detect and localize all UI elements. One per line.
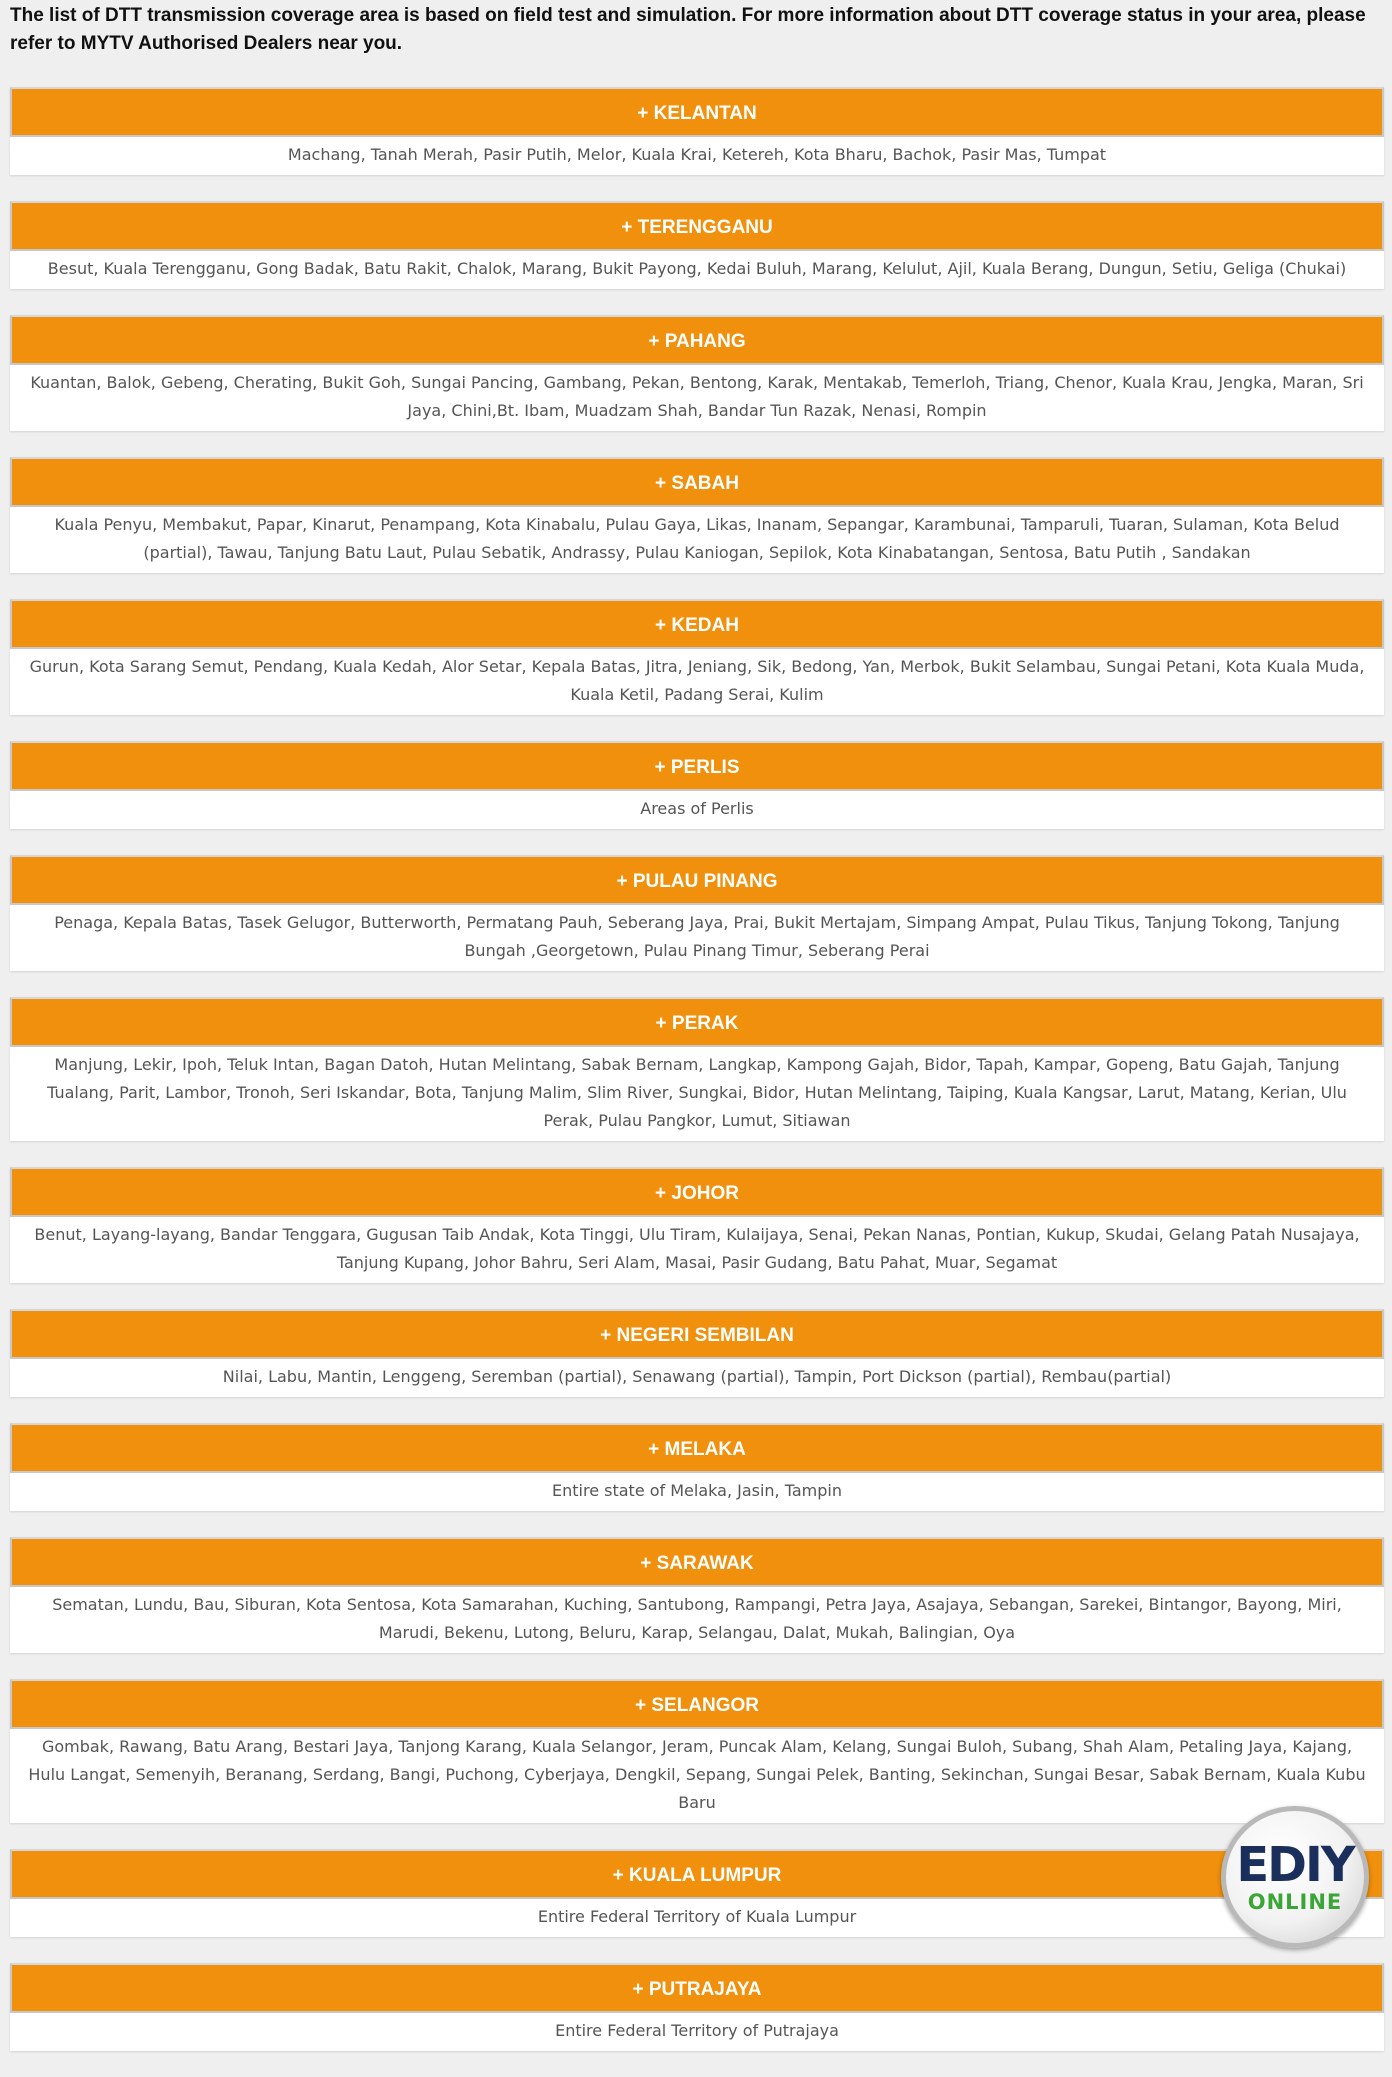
region-panel-kuala-lumpur bbox=[10, 1849, 1384, 1937]
region-header-pahang[interactable]: + PAHANG bbox=[10, 315, 1384, 365]
region-areas-kelantan: Machang, Tanah Merah, Pasir Putih, Melor, Kuala Krai, Ketereh, Kota Bharu, Bachok, Pasir Mas, Tumpat bbox=[287, 145, 1107, 164]
region-header-pulau-pinang[interactable]: + PULAU PINANG bbox=[10, 855, 1384, 905]
region-header-melaka[interactable]: + MELAKA bbox=[10, 1423, 1384, 1473]
region-header-terengganu[interactable]: + TERENGGANU bbox=[10, 201, 1384, 251]
region-header-kuala-lumpur[interactable]: + KUALA LUMPUR bbox=[10, 1849, 1384, 1899]
logo-sub-text: ONLINE bbox=[1247, 1890, 1343, 1914]
region-areas-negeri-sembilan: Nilai, Labu, Mantin, Lenggeng, Seremban (partial), Senawang (partial), Tampin, Port Dickson (partial), Rembau(partial) bbox=[222, 1367, 1172, 1386]
region-areas-selangor: Gombak, Rawang, Batu Arang, Bestari Jaya, Tanjong Karang, Kuala Selangor, Jeram, Puncak Alam, Kelang, Sungai Buloh, Subang, Shah Alam, Petaling Jaya, Kajang, Hulu Langat, Semenyih, Beranang, Serdang, Bangi, Puchong, Cyberjaya, Dengkil, Sepang, Sungai Pelek, Banting, Sekinchan, Sungai Besar, Sabak Bernam, Kuala Kubu Baru bbox=[28, 1737, 1366, 1812]
region-panel-kedah bbox=[10, 599, 1384, 715]
region-panel-sarawak bbox=[10, 1537, 1384, 1653]
region-areas-sabah: Kuala Penyu, Membakut, Papar, Kinarut, Penampang, Kota Kinabalu, Pulau Gaya, Likas, Inanam, Sepangar, Karambunai, Tamparuli, Tuaran, Sulaman, Kota Belud (partial), Tawau, Tanjung Batu Laut, Pulau Sebatik, Andrassy, Pulau Kaniogan, Sepilok, Kota Kinabatangan, Sentosa, Batu Putih , Sandakan bbox=[54, 515, 1340, 562]
region-accordion bbox=[10, 87, 1384, 2077]
region-panel-perlis bbox=[10, 741, 1384, 829]
region-areas-sarawak: Sematan, Lundu, Bau, Siburan, Kota Sentosa, Kota Samarahan, Kuching, Santubong, Rampangi, Petra Jaya, Asajaya, Sebangan, Sarekei, Bintangor, Bayong, Miri, Marudi, Bekenu, Lutong, Beluru, Karap, Selangau, Dalat, Mukah, Balingian, Oya bbox=[52, 1595, 1342, 1642]
region-header-kedah[interactable]: + KEDAH bbox=[10, 599, 1384, 649]
region-panel-kelantan bbox=[10, 87, 1384, 175]
region-areas-perlis: Areas of Perlis bbox=[640, 799, 754, 818]
region-areas-melaka: Entire state of Melaka, Jasin, Tampin bbox=[552, 1481, 842, 1500]
region-panel-selangor bbox=[10, 1679, 1384, 1823]
region-panel-sabah bbox=[10, 457, 1384, 573]
ediy-online-logo bbox=[1221, 1806, 1369, 1948]
region-panel-pulau-pinang bbox=[10, 855, 1384, 971]
region-panel-negeri-sembilan bbox=[10, 1309, 1384, 1397]
region-header-sabah[interactable]: + SABAH bbox=[10, 457, 1384, 507]
region-areas-perak: Manjung, Lekir, Ipoh, Teluk Intan, Bagan Datoh, Hutan Melintang, Sabak Bernam, Langkap, Kampong Gajah, Bidor, Tapah, Kampar, Gopeng, Batu Gajah, Tanjung Tualang, Parit, Lambor, Tronoh, Seri Iskandar, Bota, Tanjung Malim, Slim River, Sungkai, Bidor, Hutan Melintang, Taiping, Kuala Kangsar, Larut, Matang, Kerian, Ulu Perak, Pulau Pangkor, Lumut, Sitiawan bbox=[47, 1055, 1347, 1130]
region-header-johor[interactable]: + JOHOR bbox=[10, 1167, 1384, 1217]
logo-main-text: EDIY bbox=[1236, 1837, 1354, 1893]
region-areas-pulau-pinang: Penaga, Kepala Batas, Tasek Gelugor, Butterworth, Permatang Pauh, Seberang Jaya, Prai, Bukit Mertajam, Simpang Ampat, Pulau Tikus, Tanjung Tokong, Tanjung Bungah ,Georgetown, Pulau Pinang Timur, Seberang Perai bbox=[54, 913, 1340, 960]
region-areas-pahang: Kuantan, Balok, Gebeng, Cherating, Bukit Goh, Sungai Pancing, Gambang, Pekan, Bentong, Karak, Mentakab, Temerloh, Triang, Chenor, Kuala Krau, Jengka, Maran, Sri Jaya, Chini,Bt. Ibam, Muadzam Shah, Bandar Tun Razak, Nenasi, Rompin bbox=[30, 373, 1364, 420]
region-header-perak[interactable]: + PERAK bbox=[10, 997, 1384, 1047]
region-panel-terengganu bbox=[10, 201, 1384, 289]
region-areas-terengganu: Besut, Kuala Terengganu, Gong Badak, Batu Rakit, Chalok, Marang, Bukit Payong, Kedai Buluh, Marang, Kelulut, Ajil, Kuala Berang, Dungun, Setiu, Geliga (Chukai) bbox=[47, 259, 1347, 278]
region-header-kelantan[interactable]: + KELANTAN bbox=[10, 87, 1384, 137]
region-header-putrajaya[interactable]: + PUTRAJAYA bbox=[10, 1963, 1384, 2013]
region-header-selangor[interactable]: + SELANGOR bbox=[10, 1679, 1384, 1729]
region-header-perlis[interactable]: + PERLIS bbox=[10, 741, 1384, 791]
region-panel-pahang bbox=[10, 315, 1384, 431]
region-panel-perak bbox=[10, 997, 1384, 1141]
region-areas-putrajaya: Entire Federal Territory of Putrajaya bbox=[555, 2021, 839, 2040]
region-panel-johor bbox=[10, 1167, 1384, 1283]
region-areas-johor: Benut, Layang-layang, Bandar Tenggara, Gugusan Taib Andak, Kota Tinggi, Ulu Tiram, Kulaijaya, Senai, Pekan Nanas, Pontian, Kukup, Skudai, Gelang Patah Nusajaya, Tanjung Kupang, Johor Bahru, Seri Alam, Masai, Pasir Gudang, Batu Pahat, Muar, Segamat bbox=[34, 1225, 1360, 1272]
region-areas-kedah: Gurun, Kota Sarang Semut, Pendang, Kuala Kedah, Alor Setar, Kepala Batas, Jitra, Jeniang, Sik, Bedong, Yan, Merbok, Bukit Selambau, Sungai Petani, Kota Kuala Muda, Kuala Ketil, Padang Serai, Kulim bbox=[29, 657, 1365, 704]
region-header-negeri-sembilan[interactable]: + NEGERI SEMBILAN bbox=[10, 1309, 1384, 1359]
region-panel-putrajaya bbox=[10, 1963, 1384, 2051]
region-panel-melaka bbox=[10, 1423, 1384, 1511]
intro-text: The list of DTT transmission coverage area is based on field test and simulation. For more information about DTT coverage status in your area, please refer to MYTV Authorised Dealers near you. bbox=[10, 5, 1366, 54]
region-areas-kuala-lumpur: Entire Federal Territory of Kuala Lumpur bbox=[537, 1907, 857, 1926]
region-header-sarawak[interactable]: + SARAWAK bbox=[10, 1537, 1384, 1587]
